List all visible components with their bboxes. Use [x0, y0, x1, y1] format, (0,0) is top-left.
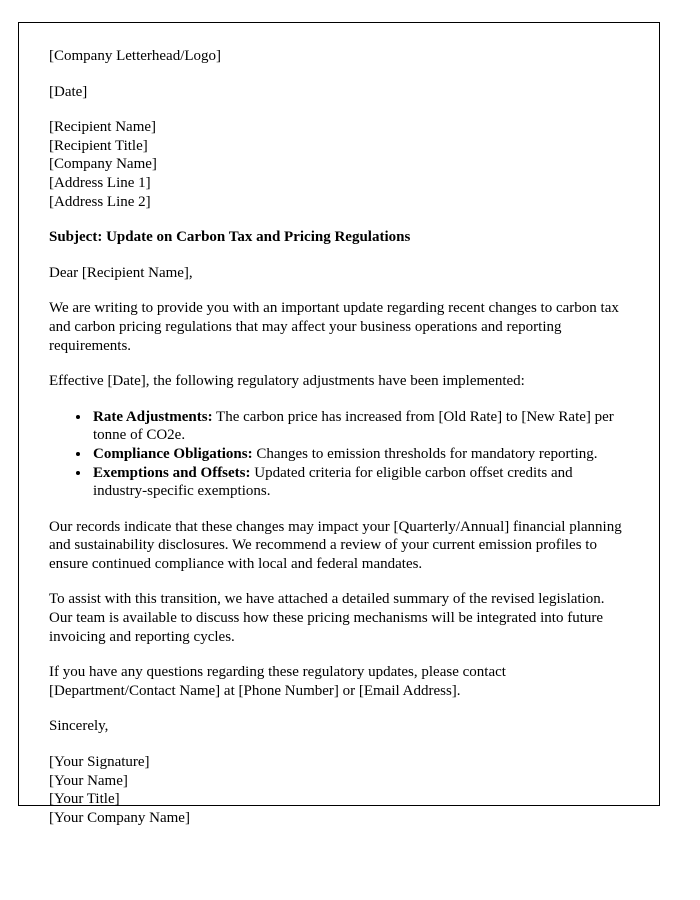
bullet-text: Updated criteria for eligible carbon offset credits and industry-specific exemptions. [93, 464, 573, 500]
list-item [91, 408, 629, 445]
bullet-text: Changes to emission thresholds for mandatory reporting. [252, 445, 598, 462]
closing: Sincerely, [49, 718, 109, 735]
bullet-label: Compliance Obligations: [93, 445, 253, 462]
bullet-text: The carbon price has increased from [Old Rate] to [New Rate] per tonne of CO2e. [93, 408, 614, 444]
letter-content [19, 23, 659, 864]
paragraph-records: Our records indicate that these changes may impact your [Quarterly/Annual] financial planning and sustainability disclosures. We recommend a review of your current emission profiles to ensure continued compliance with local and federal mandates. [49, 518, 622, 572]
bullet-label: Exemptions and Offsets: [93, 464, 251, 481]
date-placeholder: [Date] [49, 83, 88, 100]
paragraph-questions: If you have any questions regarding these regulatory updates, please contact [Department/Contact Name] at [Phone Number] or [Email Address]. [49, 664, 506, 699]
recipient-address-block [49, 118, 629, 211]
letterhead-placeholder: [Company Letterhead/Logo] [49, 48, 222, 64]
paragraph-assist: To assist with this transition, we have attached a detailed summary of the revised legislation. Our team is available to discuss how these pricing mechanisms will be integrated into future invoicing and reporting cycles. [49, 591, 605, 645]
list-item [91, 445, 629, 464]
paragraph-intro: We are writing to provide you with an important update regarding recent changes to carbon tax and carbon pricing regulations that may affect your business operations and reporting requirements. [49, 300, 619, 354]
signer-name: [Your Name] [49, 772, 128, 789]
recipient-company: [Company Name] [49, 156, 157, 173]
signer-title: [Your Title] [49, 791, 120, 808]
recipient-title: [Recipient Title] [49, 137, 148, 154]
recipient-name: [Recipient Name] [49, 119, 157, 136]
signature-placeholder: [Your Signature] [49, 754, 150, 771]
regulatory-adjustments-list [49, 408, 629, 501]
paragraph-effective: Effective [Date], the following regulatory adjustments have been implemented: [49, 373, 525, 390]
list-item [91, 464, 629, 501]
signature-block [49, 753, 629, 827]
subject-line: Subject: Update on Carbon Tax and Pricing Regulations [49, 229, 411, 246]
letter-page [18, 22, 660, 826]
bullet-label: Rate Adjustments: [93, 408, 213, 425]
signer-company: [Your Company Name] [49, 809, 190, 826]
salutation: Dear [Recipient Name], [49, 264, 193, 281]
recipient-address-line-1: [Address Line 1] [49, 174, 151, 191]
recipient-address-line-2: [Address Line 2] [49, 193, 151, 210]
